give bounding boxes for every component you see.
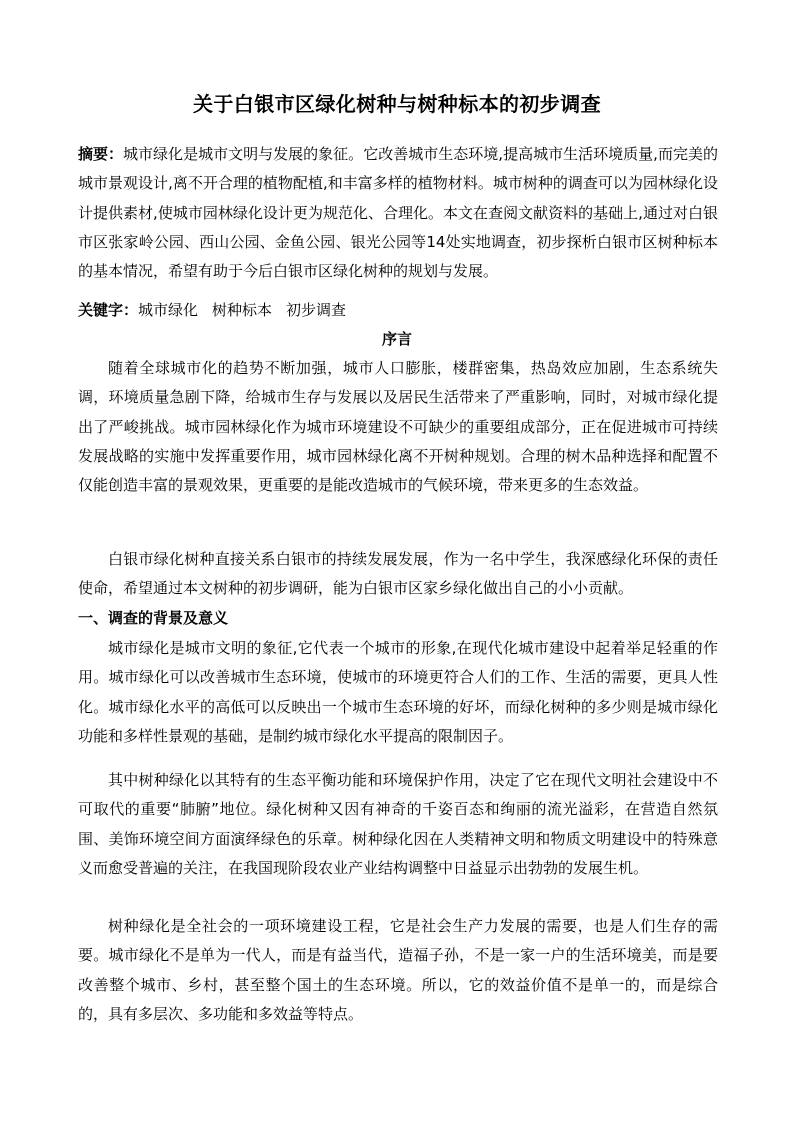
abstract-paragraph: [78, 140, 718, 286]
section-paragraph-3: 树种绿化是全社会的一项环境建设工程，它是社会生产力发展的需要，也是人们生存的需要。城市绿化不是单为一代人，而是有益当代，造福子孙，不是一家一户的生活环境美，而是要改善整个城市、乡村，甚至整个国土的生态环境。所以，它的效益价值不是单一的，而是综合的，具有多层次、多功能和多效益等特点。: [78, 917, 718, 1023]
keyword-item: 树种标本: [212, 301, 273, 319]
document-title: 关于白银市区绿化树种与树种标本的初步调查: [193, 92, 601, 116]
preface-paragraph-1: 随着全球城市化的趋势不断加强，城市人口膨胀，楼群密集，热岛效应加剧，生态系统失调，环境质量急剧下降，给城市生存与发展以及居民生活带来了严重影响，同时，对城市绿化提出了严峻挑战。城市园林绿化作为城市环境建设不可缺少的重要组成部分，正在促进城市可持续发展战略的实施中发挥重要作用，城市园林绿化离不开树种规划。合理的树木品种选择和配置不仅能创造丰富的景观效果，更重要的是能改造城市的气候环境，带来更多的生态效益。: [78, 359, 718, 495]
preface-heading: 序言: [381, 330, 412, 348]
keywords-label: 关键字：: [78, 301, 139, 319]
section-paragraph-1: 城市绿化是城市文明的象征,它代表一个城市的形象,在现代化城市建设中起着举足轻重的作用。城市绿化可以改善城市生态环境，使城市的环境更符合人们的工作、生活的需要，更具人性化。城市绿化水平的高低可以反映出一个城市生态环境的好坏，而绿化树种的多少则是城市绿化功能和多样性景观的基础，是制约城市绿化水平提高的限制因子。: [78, 639, 718, 745]
keyword-item: 初步调查: [286, 301, 347, 319]
abstract-label: 摘要：: [78, 145, 124, 163]
section-heading-background: 一、调查的背景及意义: [78, 609, 229, 627]
preface-paragraph-2: 白银市绿化树种直接关系白银市的持续发展发展，作为一名中学生，我深感绿化环保的责任使命，希望通过本文树种的初步调研，能为白银市区家乡绿化做出自己的小小贡献。: [78, 550, 718, 598]
keyword-item: 城市绿化: [138, 301, 199, 319]
section-paragraph-2: 其中树种绿化以其特有的生态平衡功能和环境保护作用，决定了它在现代文明社会建设中不可取代的重要“肺腑”地位。绿化树种又因有神奇的千姿百态和绚丽的流光溢彩，在营造自然氛围、美饰环境空间方面演绎绿色的乐章。树种绿化因在人类精神文明和物质文明建设中的特殊意义而愈受普遍的关注，在我国现阶段农业产业结构调整中日益显示出勃勃的发展生机。: [78, 771, 718, 877]
abstract-text: 城市绿化是城市文明与发展的象征。它改善城市生态环境,提高城市生活环境质量,而完美的城市景观设计,离不开合理的植物配植,和丰富多样的植物材料。城市树种的调查可以为园林绿化设计提供素材,使城市园林绿化设计更为规范化、合理化。本文在查阅文献资料的基础上,通过对白银市区张家岭公园、西山公园、金鱼公园、银光公园等14处实地调查，初步探析白银市区树种标本的基本情况，希望有助于今后白银市区绿化树种的规划与发展。: [78, 145, 718, 281]
keywords-line: [78, 296, 718, 325]
